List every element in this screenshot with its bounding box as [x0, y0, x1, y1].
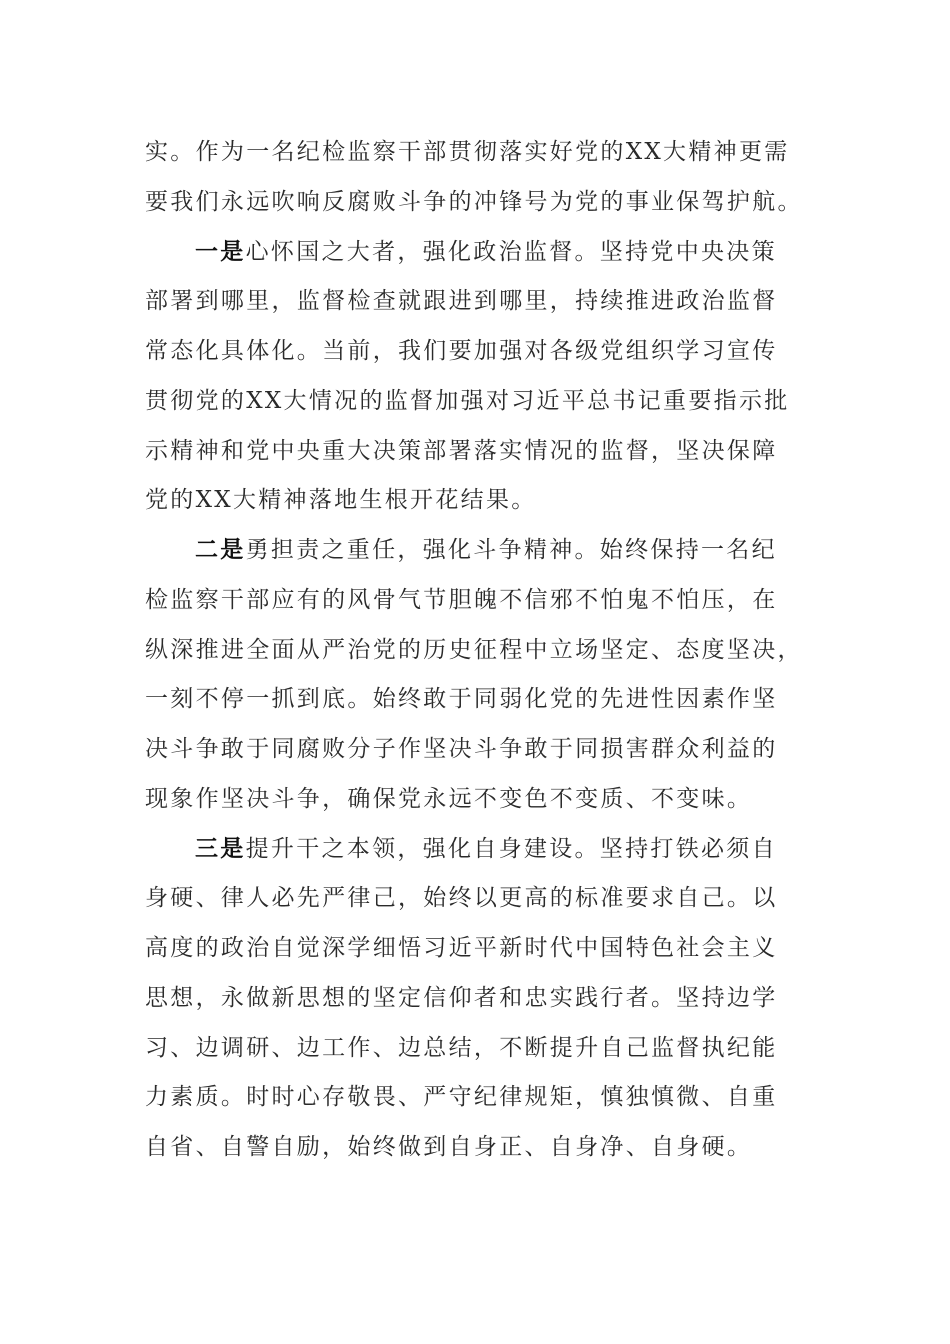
paragraph-line: [145, 1082, 778, 1112]
paragraph-line: [195, 237, 777, 267]
line-text: 党的XX大精神落地生根开花结果。: [145, 487, 537, 514]
line-text: 提升干之本领，强化自身建设。坚持打铁必须自: [245, 835, 777, 862]
paragraph-line: [145, 784, 752, 814]
line-text: 习、边调研、边工作、边总结，不断提升自己监督执纪能: [145, 1034, 778, 1061]
paragraph-line: [145, 734, 778, 764]
paragraph-line: [195, 834, 777, 864]
line-text: 贯彻党的XX大情况的监督加强对习近平总书记重要指示批: [145, 387, 790, 414]
line-text: 自省、自警自励，始终做到自身正、自身净、自身硬。: [145, 1134, 753, 1160]
line-text: 要我们永远吹响反腐败斗争的冲锋号为党的事业保驾护航。: [145, 188, 803, 215]
paragraph-line: [145, 386, 790, 416]
paragraph-lead: 二是: [195, 536, 246, 563]
paragraph-line: [145, 684, 778, 714]
paragraph-line: [145, 635, 803, 665]
line-text: 力素质。时时心存敬畏、严守纪律规矩，慎独慎微、自重: [145, 1084, 778, 1111]
line-text: 示精神和党中央重大决策部署落实情况的监督，坚决保障: [145, 437, 778, 464]
line-text: 一刻不停一抓到底。始终敢于同弱化党的先进性因素作坚: [145, 686, 778, 713]
line-text: 勇担责之重任，强化斗争精神。始终保持一名纪: [245, 537, 777, 563]
paragraph-line: [145, 137, 790, 167]
line-text: 身硬、律人必先严律己，始终以更高的标准要求自己。以: [145, 885, 778, 912]
line-text: 决斗争敢于同腐败分子作坚决斗争敢于同损害群众利益的: [145, 736, 778, 762]
line-text: 部署到哪里，监督检查就跟进到哪里，持续推进政治监督: [145, 288, 778, 315]
paragraph-line: [145, 286, 778, 316]
paragraph-line: [145, 933, 778, 963]
paragraph-line: [145, 1132, 752, 1162]
line-text: 思想，永做新思想的坚定信仰者和忠实践行者。坚持边学: [145, 984, 778, 1011]
line-text: 实。作为一名纪检监察干部贯彻落实好党的XX大精神更需: [145, 139, 790, 165]
line-text: 现象作坚决斗争，确保党永远不变色不变质、不变味。: [145, 785, 753, 812]
paragraph-line: [145, 187, 803, 217]
paragraph-line: [145, 883, 778, 913]
paragraph-lead: 三是: [195, 834, 246, 862]
line-text: 常态化具体化。当前，我们要加强对各级党组织学习宣传: [145, 338, 778, 364]
paragraph-line: [145, 436, 778, 466]
line-text: 高度的政治自觉深学细悟习近平新时代中国特色社会主义: [145, 935, 778, 961]
paragraph-lead: 一是: [195, 237, 246, 265]
paragraph-line: [145, 983, 778, 1013]
paragraph-line: [145, 585, 778, 615]
line-text: 纵深推进全面从严治党的历史征程中立场坚定、态度坚决，: [145, 636, 803, 663]
paragraph-line: [195, 535, 777, 565]
line-text: 心怀国之大者，强化政治监督。坚持党中央决策: [245, 238, 777, 265]
line-text: 检监察干部应有的风骨气节胆魄不信邪不怕鬼不怕压，在: [145, 586, 778, 613]
paragraph-line: [145, 336, 778, 366]
paragraph-line: [145, 485, 537, 515]
paragraph-line: [145, 1033, 778, 1063]
